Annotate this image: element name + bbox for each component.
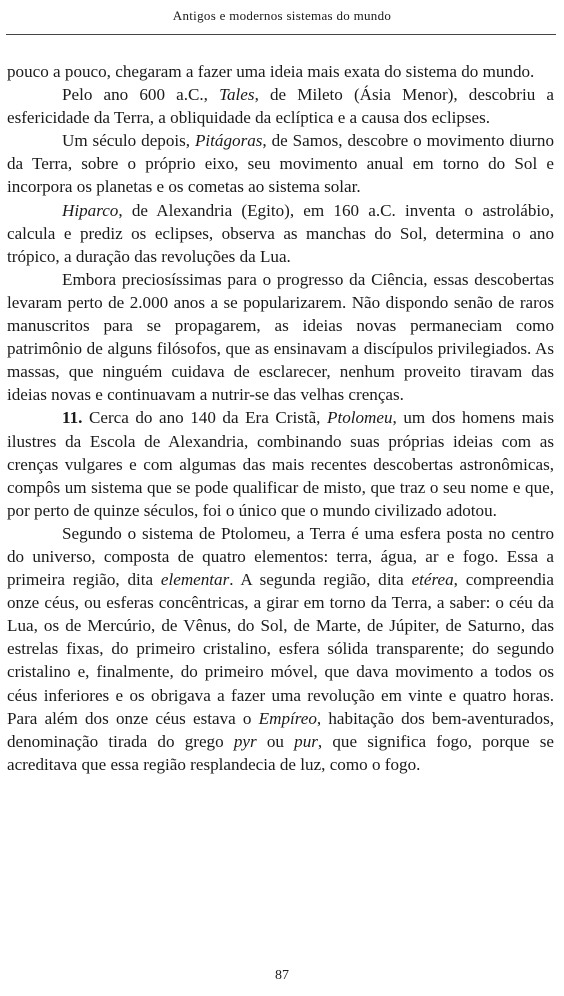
paragraph: Segundo o sistema de Ptolomeu, a Terra é uma esfera posta no centro do universo, composta de quatro elementos: terra, água, ar e fogo. Essa a primeira região, dita elementar. A segunda região, dita etérea, compreendia onze céus, ou esferas concêntricas, a girar em torno da Terra, a saber: o céu da Lua, os de Mercúrio, de Vênus, do Sol, de Marte, de Júpiter, de Saturno, das estrelas fixas, do primeiro cristalino, esfera sólida transparente; do segundo cristalino e, finalmente, do primeiro móvel, que dava movimento a todos os céus inferiores e os obrigava a fazer uma revolução em vinte e quatro horas. Para além dos onze céus estava o Empíreo, habitação dos bem-aventurados, denominação tirada do grego pyr ou pur, que significa fogo, porque se acreditava que essa região resplandecia de luz, como o fogo. [7,523,555,774]
paragraph: Hiparco, de Alexandria (Egito), em 160 a.C. inventa o astrolábio, calcula e prediz os eclipses, observa as manchas do Sol, determina o ano trópico, a duração das revoluções da Lua. [7,200,554,266]
body-text [7,60,554,776]
person-name: Tales [219,85,255,105]
page-number: 87 [275,968,289,983]
emphasis: pur [294,731,318,751]
emphasis: Empíreo [258,708,317,728]
person-name: Ptolomeu [327,408,393,428]
paragraph: Embora preciosíssimas para o progresso da Ciência, essas descobertas levaram perto de 2.000 anos a se popularizarem. Não dispondo senão de raros manuscritos para se propagarem, as ideias novas permaneciam como patrimônio de alguns filósofos, que as ensinavam a discípulos privilegiados. As massas, que ninguém cuidava de esclarecer, nenhum proveito tiravam das ideias novas e continuavam a nutrir-se das velhas crenças. [7,269,554,405]
paragraph: Pelo ano 600 a.C., Tales, de Mileto (Ásia Menor), descobriu a esfericidade da Terra, a obliquidade da eclíptica e a causa dos eclipses. [7,85,554,128]
paragraph: pouco a pouco, chegaram a fazer uma ideia mais exata do sistema do mundo. [7,62,535,81]
paragraph: 11. Cerca do ano 140 da Era Cristã, Ptolomeu, um dos homens mais ilustres da Escola de Alexandria, combinando suas próprias ideias com as crenças vulgares e com algumas das mais recentes descobertas astronômicas, compôs um sistema que se pode qualificar de misto, que traz o seu nome e que, por perto de quinze séculos, foi o único que o mundo civilizado adotou. [7,408,554,520]
emphasis: etérea [411,570,454,590]
section-number: 11. [62,408,83,428]
person-name: Hiparco [62,200,119,220]
person-name: Pitágoras [194,131,263,151]
running-header: Antigos e modernos sistemas do mundo [172,8,392,23]
header-rule [6,34,556,35]
emphasis: pyr [233,731,257,751]
paragraph: Um século depois, Pitágoras, de Samos, descobre o movimento diurno da Terra, sobre o próprio eixo, seu movimento anual em torno do Sol e incorpora os planetas e os cometas ao sistema solar. [7,131,554,197]
emphasis: elementar [160,570,230,590]
